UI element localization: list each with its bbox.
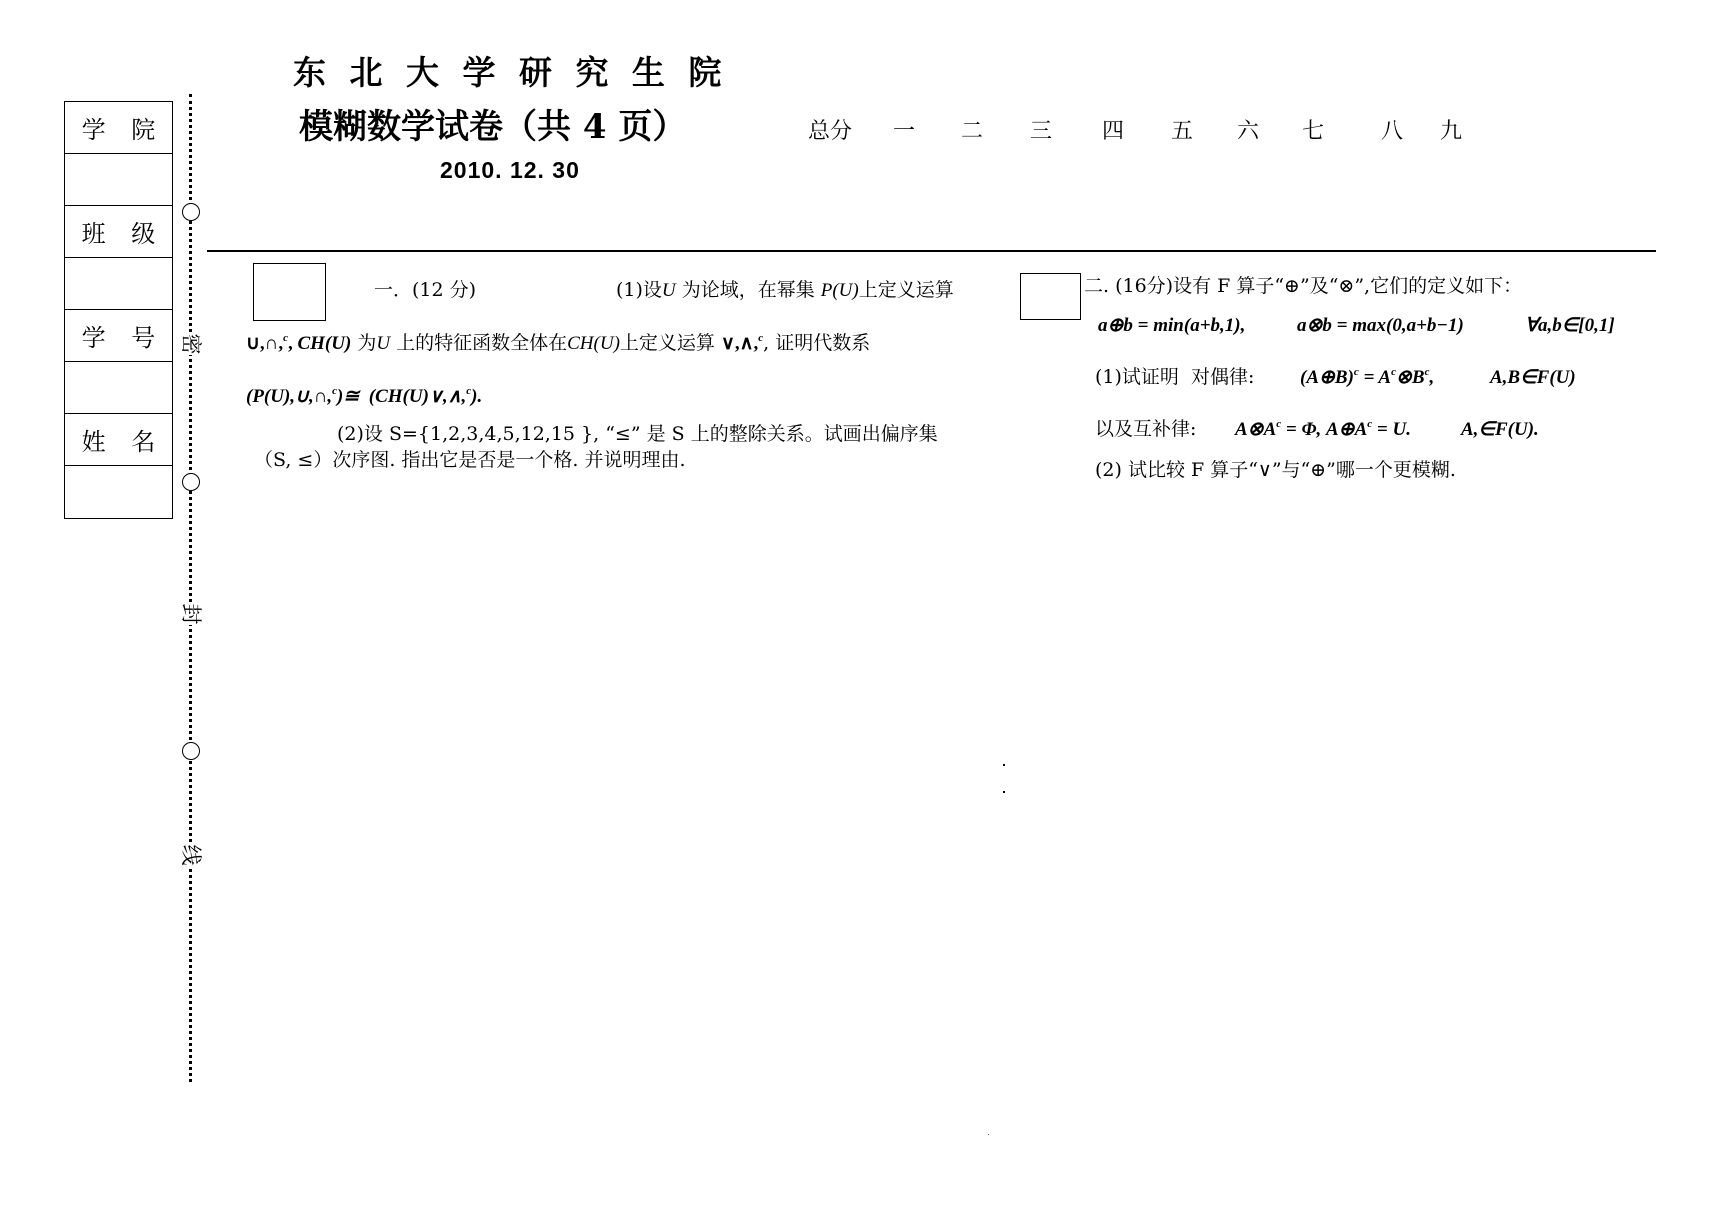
q1-text: 上的特征函数全体在 bbox=[390, 332, 568, 354]
score-question-label: 七 bbox=[1302, 119, 1325, 144]
college-label: 学 院 bbox=[65, 102, 172, 154]
q1-score-box bbox=[253, 263, 326, 321]
stray-dot bbox=[1003, 791, 1005, 793]
student-info-table bbox=[64, 101, 173, 519]
q2-duality-law bbox=[1300, 368, 1434, 387]
math-symbol: CH(U) bbox=[567, 333, 620, 354]
q1-text: , 证明代数系 bbox=[763, 332, 871, 354]
q2-part1-label bbox=[1095, 368, 1254, 387]
score-question-label: 八 bbox=[1381, 119, 1404, 144]
q1-text: 为论域，在幂集 bbox=[675, 279, 821, 301]
q1-text: (2)设 S={1,2,3,4,5,12,15 }, “≤” 是 S 上的整除关系。试画出偏序集 bbox=[337, 423, 938, 445]
score-question-label: 五 bbox=[1171, 119, 1194, 144]
class-label: 班 级 bbox=[65, 206, 172, 258]
complement-superscript: c bbox=[1424, 366, 1430, 378]
score-question-label: 二 bbox=[961, 119, 984, 144]
stray-dot bbox=[988, 1134, 989, 1135]
q2-complement-label bbox=[1095, 420, 1196, 439]
q2-score-box bbox=[1020, 273, 1081, 320]
complement-superscript: c bbox=[283, 332, 288, 344]
math-expression: (A⊕B) bbox=[1300, 367, 1354, 388]
math-expression: A,∈F(U). bbox=[1461, 419, 1539, 440]
q2-text: (1)试证明 对偶律: bbox=[1095, 366, 1255, 388]
name-label: 姓 名 bbox=[65, 414, 172, 466]
score-question-label: 一 bbox=[893, 119, 916, 144]
q2-heading-text: 二. (16分)设有 F 算子“⊕”及“⊗”,它们的定义如下： bbox=[1084, 275, 1523, 297]
q2-definition-otimes bbox=[1297, 316, 1464, 335]
student-id-label: 学 号 bbox=[65, 310, 172, 362]
q2-definition-domain bbox=[1525, 316, 1615, 335]
college-blank-cell bbox=[65, 154, 172, 206]
math-expression: )≅ (CH(U)∨,∧, bbox=[337, 386, 467, 407]
complement-superscript: c bbox=[758, 332, 764, 344]
complement-superscript: c bbox=[332, 385, 338, 397]
exam-date: 2010. 12. 30 bbox=[440, 157, 580, 183]
q2-heading bbox=[1084, 277, 1522, 296]
q2-complement-law bbox=[1235, 420, 1411, 439]
q2-text: 以及互补律: bbox=[1095, 418, 1197, 440]
math-expression: ). bbox=[471, 386, 483, 407]
q2-complement-domain bbox=[1461, 420, 1539, 439]
school-name: 东 北 大 学 研 究 生 院 bbox=[293, 53, 728, 92]
seal-mark-feng: 封 bbox=[179, 603, 203, 625]
seal-mark-mi: 密 bbox=[179, 333, 203, 355]
q1-part1-line1 bbox=[616, 281, 954, 300]
complement-superscript: c bbox=[1353, 366, 1359, 378]
math-expression: , bbox=[1429, 367, 1435, 388]
name-blank-cell bbox=[65, 466, 172, 518]
q1-part1-line3 bbox=[246, 387, 482, 406]
q1-text: 上定义运算 bbox=[858, 279, 954, 301]
math-symbol: CH(U) bbox=[297, 333, 352, 354]
stray-dot bbox=[1003, 764, 1005, 766]
math-expression: A⊗A bbox=[1235, 419, 1277, 440]
q1-text: 为 bbox=[351, 332, 377, 354]
math-symbol: ∨,∧, bbox=[720, 333, 759, 354]
q1-text: （S, ≤）次序图. 指出它是否是一个格. 并说明理由. bbox=[254, 449, 686, 471]
math-expression: ⊗B bbox=[1396, 367, 1425, 388]
complement-superscript: c bbox=[1276, 418, 1282, 430]
q1-heading bbox=[374, 281, 476, 300]
math-symbol: , bbox=[287, 333, 298, 354]
math-expression: = A bbox=[1358, 367, 1392, 388]
math-symbol: P(U) bbox=[820, 280, 859, 301]
header-divider bbox=[207, 250, 1656, 252]
math-expression: = U. bbox=[1372, 419, 1411, 440]
math-expression: (P(U),∪,∩, bbox=[246, 386, 333, 407]
math-expression: a⊗b = max(0,a+b−1) bbox=[1297, 315, 1464, 336]
complement-superscript: c bbox=[1391, 366, 1396, 378]
q1-part2-line1 bbox=[337, 425, 938, 444]
q2-definition-oplus bbox=[1098, 316, 1245, 335]
score-total-label: 总分 bbox=[808, 119, 853, 144]
binding-circle bbox=[182, 473, 200, 491]
complement-superscript: c bbox=[466, 385, 472, 397]
student-id-blank-cell bbox=[65, 362, 172, 414]
q1-text: 上定义运算 bbox=[619, 332, 721, 354]
math-expression: ∀a,b∈[0,1] bbox=[1525, 315, 1615, 336]
q1-part1-line2 bbox=[246, 334, 870, 353]
q1-heading-text: 一．(12 分) bbox=[374, 279, 477, 301]
binding-circle bbox=[182, 203, 200, 221]
score-question-label: 九 bbox=[1440, 119, 1463, 144]
complement-superscript: c bbox=[1367, 418, 1373, 430]
math-expression: a⊕b = min(a+b,1), bbox=[1098, 315, 1246, 336]
q2-part2 bbox=[1095, 461, 1456, 480]
binding-circle bbox=[182, 742, 200, 760]
math-symbol: U bbox=[661, 280, 676, 301]
class-blank-cell bbox=[65, 258, 172, 310]
q2-text: (2) 试比较 F 算子“∨”与“⊕”哪一个更模糊. bbox=[1095, 459, 1456, 481]
score-question-label: 三 bbox=[1030, 119, 1053, 144]
exam-title: 模糊数学试卷（共 4 页） bbox=[299, 107, 687, 147]
q1-part2-line2 bbox=[254, 451, 686, 470]
seal-mark-xian: 线 bbox=[179, 844, 203, 866]
score-question-label: 六 bbox=[1237, 119, 1260, 144]
math-expression: A,B∈F(U) bbox=[1490, 367, 1576, 388]
score-question-label: 四 bbox=[1102, 119, 1125, 144]
math-symbol: ∪,∩, bbox=[246, 333, 284, 354]
math-expression: = Φ, A⊕A bbox=[1281, 419, 1368, 440]
binding-dotted-line bbox=[189, 94, 192, 1082]
q1-text: (1)设 bbox=[616, 279, 662, 301]
q2-duality-domain bbox=[1490, 368, 1576, 387]
math-symbol: U bbox=[376, 333, 391, 354]
